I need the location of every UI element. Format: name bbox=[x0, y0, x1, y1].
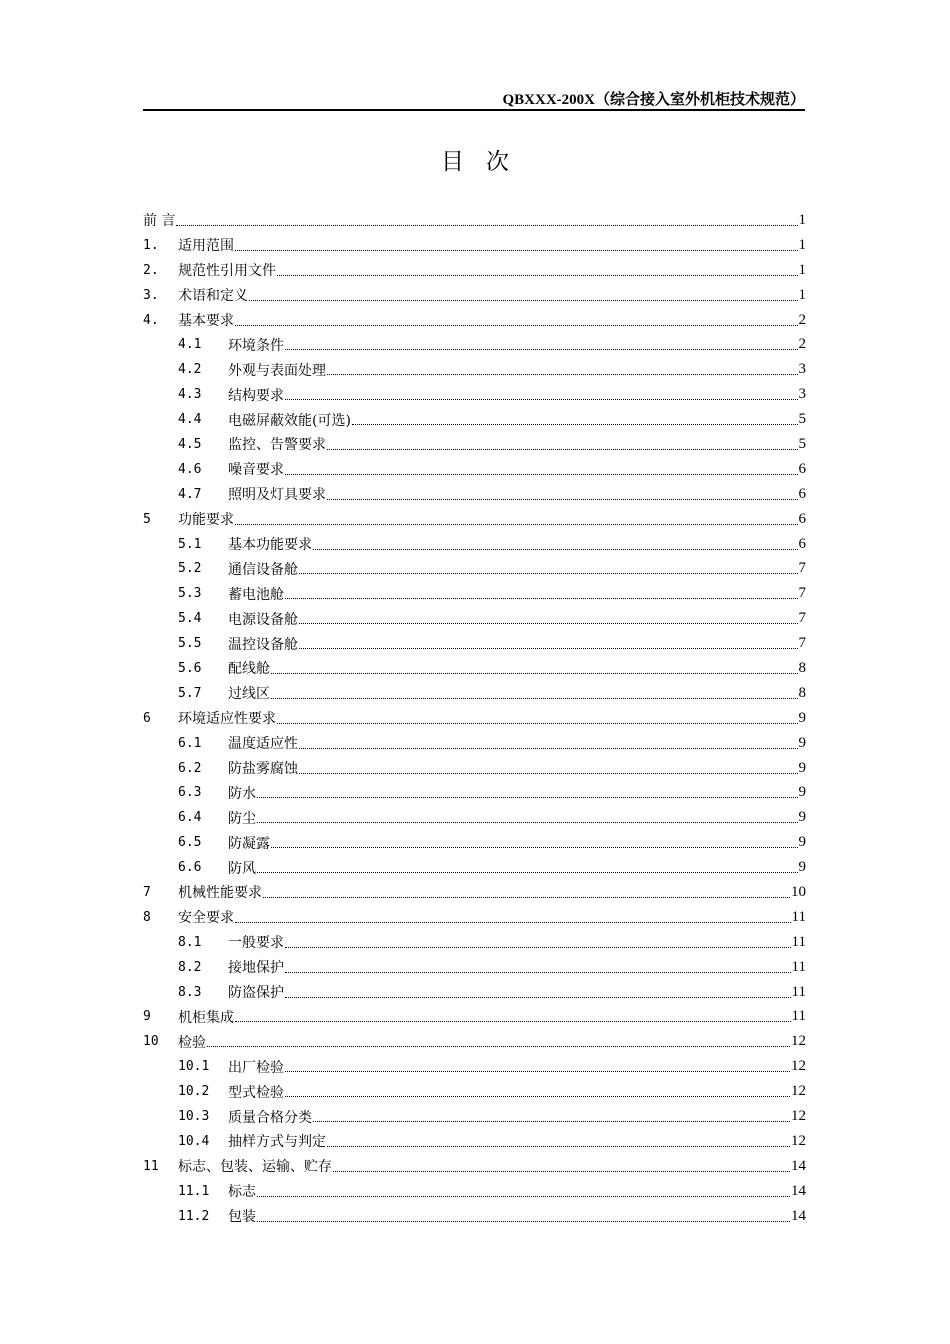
toc-entry-page: 3 bbox=[798, 361, 806, 378]
dot-leader bbox=[285, 1071, 790, 1072]
toc-entry-page: 9 bbox=[798, 784, 806, 801]
toc-entry-label: 基本功能要求 bbox=[228, 537, 312, 554]
toc-entry[interactable] bbox=[143, 457, 806, 482]
toc-entry[interactable] bbox=[143, 581, 806, 606]
toc-entry[interactable] bbox=[143, 756, 806, 781]
toc-entry-number: 5.3 bbox=[178, 586, 202, 602]
toc-entry-page: 6 bbox=[798, 485, 806, 502]
toc-entry-label: 噪音要求 bbox=[228, 462, 284, 479]
toc-entry[interactable] bbox=[143, 482, 806, 507]
toc-entry-label: 一般要求 bbox=[228, 935, 284, 952]
toc-entry[interactable] bbox=[143, 283, 806, 308]
toc-entry-label: 防盗保护 bbox=[228, 985, 284, 1002]
dot-leader bbox=[327, 449, 798, 450]
toc-entry-page: 6 bbox=[798, 460, 806, 477]
toc-entry[interactable] bbox=[143, 258, 806, 283]
dot-leader bbox=[285, 1096, 790, 1097]
toc-entry-label: 机械性能要求 bbox=[178, 885, 262, 902]
toc-entry-label: 基本要求 bbox=[178, 313, 234, 329]
toc-entry-number: 1. bbox=[143, 237, 159, 253]
dot-leader bbox=[277, 275, 798, 276]
dot-leader bbox=[352, 424, 798, 425]
toc-entry-number: 3. bbox=[143, 287, 159, 303]
toc-entry-page: 9 bbox=[798, 734, 806, 751]
toc-entry[interactable] bbox=[143, 233, 806, 258]
toc-entry[interactable] bbox=[143, 930, 806, 955]
toc-entry-label: 接地保护 bbox=[228, 960, 284, 977]
toc-entry-page: 11 bbox=[791, 933, 806, 950]
dot-leader bbox=[249, 300, 798, 301]
toc-entry[interactable] bbox=[143, 308, 806, 333]
toc-entry-number: 4.2 bbox=[178, 362, 202, 378]
toc-entry-number: 5.6 bbox=[178, 660, 202, 676]
toc-entry-label: 检验 bbox=[178, 1034, 206, 1051]
toc-entry-label: 前 言 bbox=[143, 213, 176, 230]
toc-entry-label: 出厂检验 bbox=[228, 1059, 284, 1076]
toc-entry-page: 7 bbox=[798, 610, 806, 627]
toc-entry-label: 机柜集成 bbox=[178, 1009, 234, 1026]
toc-entry-page: 12 bbox=[791, 1033, 806, 1050]
toc-entry-number: 4.5 bbox=[178, 436, 202, 452]
dot-leader bbox=[257, 797, 798, 798]
toc-entry-page: 9 bbox=[798, 709, 806, 726]
toc-entry[interactable] bbox=[143, 980, 806, 1005]
toc-entry[interactable] bbox=[143, 805, 806, 830]
dot-leader bbox=[299, 573, 798, 574]
toc-entry-number: 11.2 bbox=[178, 1208, 210, 1224]
toc-entry-page: 2 bbox=[798, 311, 806, 328]
toc-entry-page: 12 bbox=[791, 1083, 806, 1100]
toc-entry-number: 4.7 bbox=[178, 486, 202, 502]
dot-leader bbox=[313, 1121, 790, 1122]
toc-entry-number: 11 bbox=[143, 1158, 159, 1174]
dot-leader bbox=[271, 673, 798, 674]
dot-leader bbox=[285, 349, 798, 350]
dot-leader bbox=[257, 1196, 790, 1197]
toc-entry-number: 2. bbox=[143, 262, 159, 278]
dot-leader bbox=[285, 598, 798, 599]
toc-entry[interactable] bbox=[143, 1079, 806, 1104]
dot-leader bbox=[263, 897, 790, 898]
toc-entry-number: 6.2 bbox=[178, 760, 202, 776]
toc-entry-page: 9 bbox=[798, 834, 806, 851]
toc-entry-page: 6 bbox=[798, 535, 806, 552]
dot-leader bbox=[327, 1146, 790, 1147]
dot-leader bbox=[176, 225, 797, 226]
toc-entry-number: 5.5 bbox=[178, 636, 202, 652]
toc-entry-page: 1 bbox=[798, 236, 806, 253]
toc-entry[interactable] bbox=[143, 955, 806, 980]
dot-leader bbox=[313, 549, 798, 550]
toc-entry[interactable] bbox=[143, 780, 806, 805]
toc-entry-label: 防盐雾腐蚀 bbox=[228, 761, 298, 778]
dot-leader bbox=[235, 524, 798, 525]
toc-entry-label: 电磁屏蔽效能(可选) bbox=[228, 412, 351, 429]
dot-leader bbox=[271, 847, 798, 848]
dot-leader bbox=[271, 698, 798, 699]
dot-leader bbox=[257, 872, 798, 873]
dot-leader bbox=[207, 1046, 790, 1047]
dot-leader bbox=[235, 250, 798, 251]
toc-entry-label: 型式检验 bbox=[228, 1084, 284, 1101]
toc-entry-label: 防水 bbox=[228, 785, 256, 802]
toc-entry[interactable] bbox=[143, 1204, 806, 1229]
toc-entry-number: 5.7 bbox=[178, 685, 202, 701]
toc-entry-page: 8 bbox=[798, 684, 806, 701]
dot-leader bbox=[285, 399, 798, 400]
toc-entry-label: 规范性引用文件 bbox=[178, 263, 276, 280]
toc-entry-number: 11.1 bbox=[178, 1183, 210, 1199]
toc-entry[interactable] bbox=[143, 332, 806, 357]
toc-entry-number: 4. bbox=[143, 312, 159, 328]
toc-entry-number: 9 bbox=[143, 1009, 151, 1025]
toc-entry-label: 配线舱 bbox=[228, 661, 270, 678]
toc-entry-page: 11 bbox=[791, 958, 806, 975]
page-title: 目次 bbox=[441, 149, 531, 175]
toc-entry-label: 防尘 bbox=[228, 810, 256, 827]
toc-entry[interactable] bbox=[143, 905, 806, 930]
toc-entry-label: 安全要求 bbox=[178, 910, 234, 927]
toc-entry[interactable] bbox=[143, 681, 806, 706]
toc-entry-label: 质量合格分类 bbox=[228, 1109, 312, 1126]
toc-entry-label: 抽样方式与判定 bbox=[228, 1134, 326, 1151]
dot-leader bbox=[327, 374, 798, 375]
toc-entry-label: 结构要求 bbox=[228, 387, 284, 404]
toc-entry[interactable] bbox=[143, 507, 806, 532]
dot-leader bbox=[235, 922, 791, 923]
toc-entry-number: 10 bbox=[143, 1034, 159, 1050]
toc-entry-page: 10 bbox=[791, 883, 806, 900]
toc-entry-number: 10.1 bbox=[178, 1059, 210, 1075]
toc-entry-label: 防凝露 bbox=[228, 835, 270, 852]
dot-leader bbox=[299, 623, 798, 624]
toc-entry-label: 温度适应性 bbox=[228, 736, 298, 753]
toc-entry-label: 照明及灯具要求 bbox=[228, 487, 326, 504]
toc-entry-number: 10.2 bbox=[178, 1084, 210, 1100]
toc-entry-page: 6 bbox=[798, 510, 806, 527]
toc-entry[interactable] bbox=[143, 1029, 806, 1054]
toc-entry-page: 7 bbox=[798, 585, 806, 602]
dot-leader bbox=[285, 972, 791, 973]
toc-entry-label: 适用范围 bbox=[178, 238, 234, 255]
toc-entry-page: 11 bbox=[791, 983, 806, 1000]
dot-leader bbox=[327, 499, 798, 500]
toc-entry-page: 8 bbox=[798, 659, 806, 676]
toc-entry-label: 环境条件 bbox=[228, 337, 284, 354]
toc-entry-label: 术语和定义 bbox=[178, 288, 248, 305]
toc-entry[interactable] bbox=[143, 656, 806, 681]
toc-entry-label: 蓄电池舱 bbox=[228, 586, 284, 603]
toc-entry-page: 5 bbox=[798, 411, 806, 428]
toc-entry-number: 4.3 bbox=[178, 387, 202, 403]
toc-entry-page: 14 bbox=[791, 1182, 806, 1199]
toc-entry-number: 6.5 bbox=[178, 835, 202, 851]
dot-leader bbox=[285, 474, 798, 475]
toc-entry[interactable] bbox=[143, 1104, 806, 1129]
toc-entry[interactable] bbox=[143, 706, 806, 731]
document-header: QBXXX-200X（综合接入室外机柜技术规范） bbox=[502, 92, 805, 108]
toc-entry-label: 温控设备舱 bbox=[228, 636, 298, 653]
table-of-contents bbox=[143, 208, 806, 1229]
dot-leader bbox=[299, 773, 798, 774]
dot-leader bbox=[285, 997, 791, 998]
toc-entry-page: 1 bbox=[798, 211, 806, 228]
toc-entry[interactable] bbox=[143, 208, 806, 233]
toc-entry-page: 12 bbox=[791, 1132, 806, 1149]
toc-entry[interactable] bbox=[143, 1054, 806, 1079]
toc-entry-number: 6.3 bbox=[178, 785, 202, 801]
toc-entry-page: 9 bbox=[798, 759, 806, 776]
toc-entry[interactable] bbox=[143, 407, 806, 432]
toc-entry[interactable] bbox=[143, 357, 806, 382]
toc-entry-page: 11 bbox=[791, 1008, 806, 1025]
toc-entry[interactable] bbox=[143, 606, 806, 631]
toc-entry-page: 3 bbox=[798, 386, 806, 403]
toc-entry-page: 11 bbox=[791, 908, 806, 925]
toc-entry-page: 1 bbox=[798, 286, 806, 303]
dot-leader bbox=[257, 1221, 790, 1222]
dot-leader bbox=[299, 648, 798, 649]
dot-leader bbox=[257, 822, 798, 823]
toc-entry-page: 2 bbox=[798, 336, 806, 353]
toc-entry-page: 1 bbox=[798, 261, 806, 278]
toc-entry-label: 标志 bbox=[228, 1184, 256, 1201]
toc-entry-number: 8 bbox=[143, 909, 151, 925]
toc-entry-label: 环境适应性要求 bbox=[178, 711, 276, 728]
toc-entry[interactable] bbox=[143, 1154, 806, 1179]
toc-entry-number: 7 bbox=[143, 884, 151, 900]
toc-entry[interactable] bbox=[143, 1179, 806, 1204]
toc-entry[interactable] bbox=[143, 432, 806, 457]
toc-entry-number: 10.3 bbox=[178, 1109, 210, 1124]
toc-entry-label: 标志、包装、运输、贮存 bbox=[178, 1159, 332, 1176]
toc-entry-number: 6.4 bbox=[178, 810, 202, 826]
toc-entry-number: 4.1 bbox=[178, 337, 202, 353]
toc-entry-page: 14 bbox=[791, 1207, 806, 1224]
dot-leader bbox=[235, 1021, 791, 1022]
toc-entry[interactable] bbox=[143, 382, 806, 407]
dot-leader bbox=[333, 1171, 790, 1172]
toc-entry-label: 包装 bbox=[228, 1209, 256, 1226]
toc-entry-number: 8.3 bbox=[178, 984, 202, 1000]
toc-entry-label: 防风 bbox=[228, 860, 256, 877]
toc-entry[interactable] bbox=[143, 631, 806, 656]
toc-entry[interactable] bbox=[143, 731, 806, 756]
header-rule bbox=[143, 109, 805, 111]
toc-entry-page: 7 bbox=[798, 560, 806, 577]
toc-entry[interactable] bbox=[143, 1005, 806, 1030]
toc-entry-page: 12 bbox=[791, 1108, 806, 1124]
toc-entry-number: 5.2 bbox=[178, 561, 202, 577]
toc-entry-page: 9 bbox=[798, 809, 806, 826]
toc-entry-number: 10.4 bbox=[178, 1133, 210, 1149]
toc-entry-number: 6.6 bbox=[178, 860, 202, 876]
toc-entry-label: 电源设备舱 bbox=[228, 611, 298, 628]
toc-entry-number: 6 bbox=[143, 710, 151, 726]
toc-entry-page: 12 bbox=[791, 1058, 806, 1075]
toc-entry-number: 5.1 bbox=[178, 536, 202, 552]
toc-entry[interactable] bbox=[143, 855, 806, 880]
toc-entry[interactable] bbox=[143, 880, 806, 905]
toc-entry[interactable] bbox=[143, 830, 806, 855]
toc-entry-number: 4.4 bbox=[178, 412, 202, 428]
toc-entry[interactable] bbox=[143, 1129, 806, 1154]
toc-entry-label: 过线区 bbox=[228, 686, 270, 703]
toc-entry-label: 通信设备舱 bbox=[228, 561, 298, 578]
toc-entry-number: 6.1 bbox=[178, 735, 202, 751]
toc-entry-number: 5.4 bbox=[178, 611, 202, 627]
toc-entry[interactable] bbox=[143, 532, 806, 557]
toc-entry-label: 外观与表面处理 bbox=[228, 362, 326, 379]
toc-entry-label: 监控、告警要求 bbox=[228, 437, 326, 454]
dot-leader bbox=[277, 723, 798, 724]
toc-entry-number: 4.6 bbox=[178, 461, 202, 477]
toc-entry-page: 7 bbox=[798, 635, 806, 652]
dot-leader bbox=[235, 325, 798, 326]
toc-entry-page: 9 bbox=[798, 859, 806, 876]
toc-entry-number: 8.2 bbox=[178, 959, 202, 975]
toc-entry-number: 8.1 bbox=[178, 934, 202, 950]
toc-entry[interactable] bbox=[143, 556, 806, 581]
toc-entry-page: 5 bbox=[798, 435, 806, 452]
dot-leader bbox=[285, 947, 791, 948]
dot-leader bbox=[299, 748, 798, 749]
toc-entry-page: 14 bbox=[791, 1157, 806, 1174]
toc-entry-number: 5 bbox=[143, 511, 151, 527]
toc-entry-label: 功能要求 bbox=[178, 512, 234, 529]
